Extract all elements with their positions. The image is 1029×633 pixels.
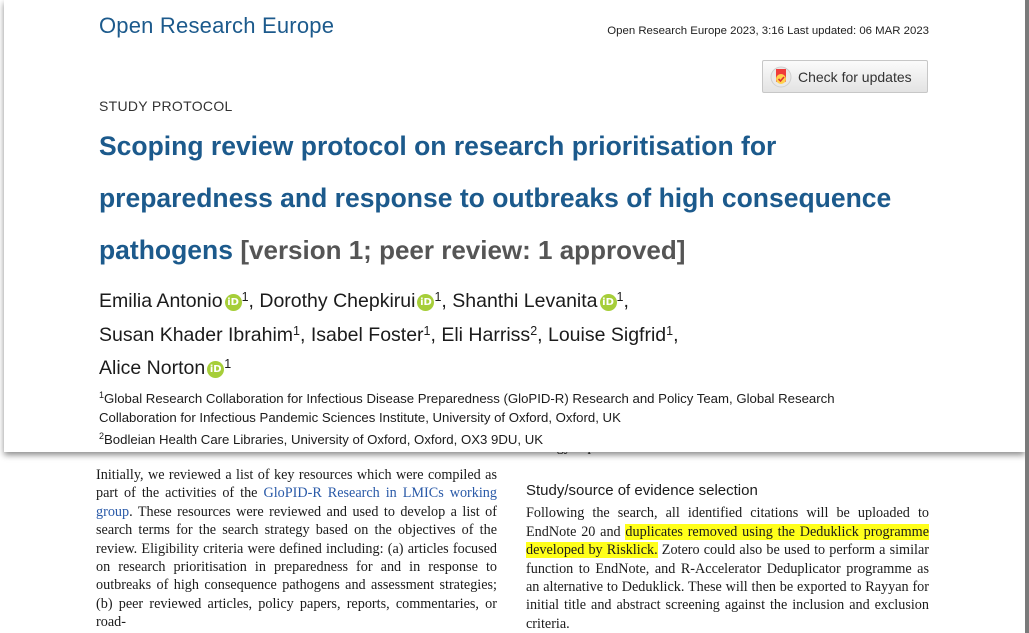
author-list: Emilia Antonio iD $^1$, Dorothy Chepkirui iD $^1$, Shanthi Levanita iD $^1$, Susan Khader Ibrahim$^1$, Isabel Foster$^1$, Eli Harriss$^2$, Louise Sigfrid$^1$, Alice Norton iD $^1$ [99,290,679,379]
body-left-text-start: Initially, we reviewed a list of key resources which were compiled as part of the activities of the [96,467,497,502]
article-front-page [4,0,1025,452]
orcid-icon[interactable]: iD [417,294,434,311]
author-name: Emilia Antonio [99,290,223,312]
affiliation-number: 2 [99,431,105,441]
author-name: Susan Khader Ibrahim [99,323,294,346]
orcid-icon[interactable]: iD [225,294,242,311]
author-name: Louise Sigfrid [547,323,667,346]
affiliation-marker: 1 [241,290,249,304]
affiliation-marker: 1 [434,290,442,304]
affiliation-marker: 2 [530,323,538,338]
window-edge [1025,0,1029,633]
check-for-updates-button[interactable] [762,60,928,93]
affiliation-2 [99,427,899,450]
citation-meta: Open Research Europe 2023, 3:16 Last updated: 06 MAR 2023 [607,25,929,37]
author-2[interactable] [259,290,441,312]
body-left-text-end: . These resources were reviewed and used to develop a list of search terms for the search strategy based on the objectives of the review. Eligibility criteria were defined including: (a) articles focused on research prioritisation in preparedness for and in response to outbreaks of high consequence pathogens and assessment strategies; (b) peer reviewed articles, policy papers, reports, commentaries, or road- [96,503,497,631]
article-title [99,120,939,276]
check-for-updates-label: Check for updates [798,68,912,85]
article-title-text: Scoping review protocol on research prioritisation for preparedness and response to outbreaks of high consequence pathogens [99,131,892,265]
highlighted-text[interactable]: duplicates removed using the Deduklick programme developed by Risklick. [526,523,929,559]
author-7[interactable] [548,324,673,346]
affiliations [99,386,899,450]
glopid-working-group-link[interactable]: GloPID-R Research in LMICs working group [96,485,497,520]
article-version[interactable]: [version 1; peer review: 1 approved] [240,235,686,265]
orcid-icon[interactable]: iD [600,294,617,311]
author-name: Eli Harriss [441,323,531,346]
section-heading-evidence-selection: Study/source of evidence selection [526,482,758,499]
affiliation-marker: 1 [293,323,300,338]
affiliation-marker: 1 [224,357,232,371]
author-1[interactable] [99,290,249,312]
author-name: Dorothy Chepkirui [259,290,416,312]
affiliation-marker: 1 [423,323,431,338]
crossmark-icon [770,65,792,89]
author-name: Isabel Foster [310,323,424,346]
author-5[interactable] [311,324,431,346]
affiliation-marker: 1 [616,290,624,304]
author-3[interactable] [452,290,623,312]
body-left-column [96,466,497,632]
affiliation-text: Bodleian Health Care Libraries, University of Oxford, Oxford, OX3 9DU, UK [104,432,544,447]
article-type: STUDY PROTOCOL [99,98,233,114]
journal-name[interactable]: Open Research Europe [99,13,335,38]
author-name: Alice Norton [99,357,206,379]
affiliation-1 [99,386,899,427]
orcid-icon[interactable]: iD [207,361,224,378]
author-name: Shanthi Levanita [452,290,598,312]
author-4[interactable] [99,324,300,346]
affiliation-text: Global Research Collaboration for Infectious Disease Preparedness (GloPID-R) Research and Policy Team, Global Research Collaboration for Infectious Pandemic Sciences Institute, University of Oxford, Oxford, UK [99,391,835,425]
body-right-text-start: Following the search, all identified citations will be uploaded to EndNote 20 and [526,505,929,540]
author-6[interactable] [441,324,537,346]
body-right-text-end: Zotero could also be used to perform a similar function to EndNote, and R-Accelerator Deduplicator programme as an alternative to Deduklick. These will then be exported to Rayyan for initial title and abstract screening against the inclusion and exclusion criteria. [526,542,929,632]
affiliation-marker: 1 [666,323,674,338]
body-right-column [526,466,929,633]
author-8[interactable] [99,357,231,379]
affiliation-number: 1 [99,390,105,400]
